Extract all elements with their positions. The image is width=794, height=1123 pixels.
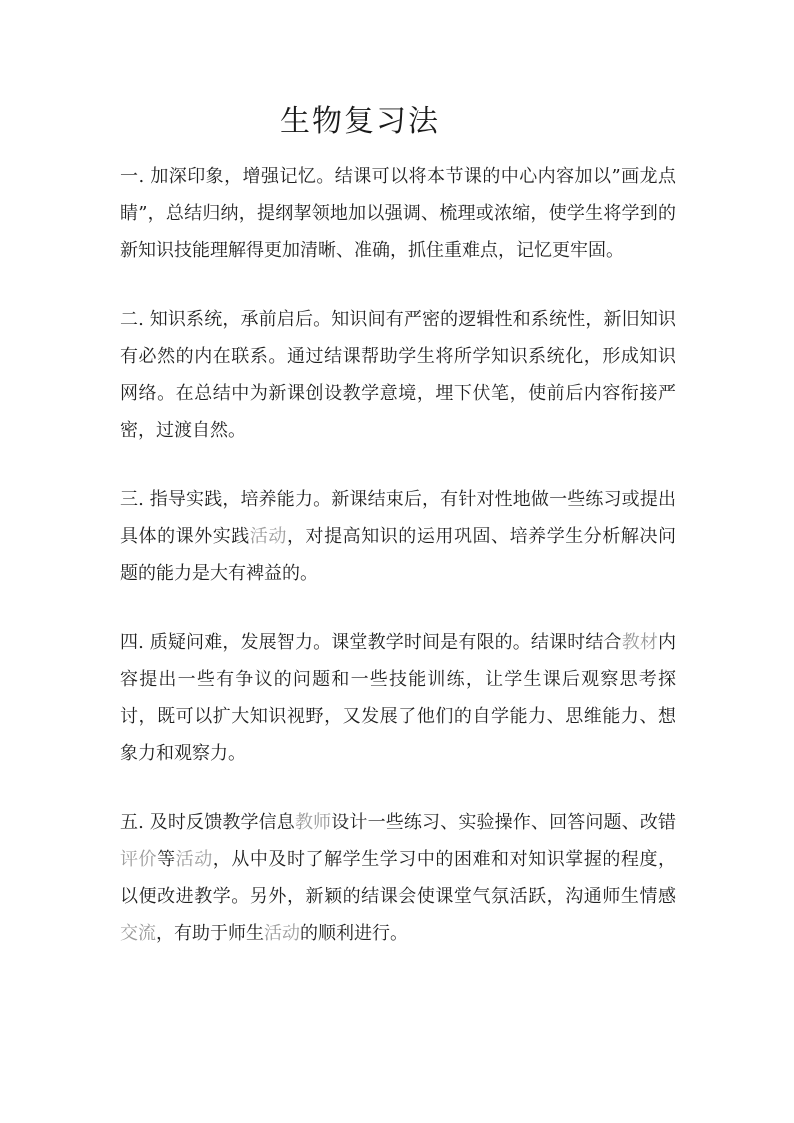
document-body — [120, 158, 676, 984]
highlighted-term: 活动 — [175, 849, 213, 870]
paragraph-text: ，对提高知识的运用巩固、培养学生分析解决问题的能力是大有裨益的。 — [120, 526, 677, 584]
paragraph-1 — [120, 158, 676, 269]
highlighted-term: 交流 — [120, 923, 156, 944]
paragraph-5 — [120, 804, 676, 952]
document-title: 生物复习法 — [280, 104, 440, 139]
paragraph-text: 设计一些练习、实验操作、回答问题、改错 — [331, 812, 677, 833]
highlighted-term: 活动 — [249, 526, 287, 547]
highlighted-term: 评价 — [120, 849, 158, 870]
paragraph-4 — [120, 624, 676, 772]
highlighted-term: 活动 — [264, 923, 300, 944]
paragraph-text: 一. 加深印象，增强记忆。结课可以将本节课的中心内容加以”画龙点睛”，总结归纳，提纲挈领地加以强调、梳理或浓缩，使学生将学到的新知识技能理解得更加清晰、准确，抓住重难点，记忆更牢固。 — [120, 166, 676, 261]
paragraph-text: 四. 质疑问难，发展智力。课堂教学时间是有限的。结课时结合 — [120, 632, 622, 653]
paragraph-2 — [120, 301, 676, 449]
paragraph-3 — [120, 481, 676, 592]
paragraph-text: 三. 指导实践，培养能力。新课结束后，有针对性地做一些练习或提出具体的课外实践 — [120, 489, 676, 547]
paragraph-text: 内容提出一些有争议的问题和一些技能训练，让学生课后观察思考探讨，既可以扩大知识视野，又发展了他们的自学能力、思维能力、想象力和观察力。 — [120, 632, 676, 764]
paragraph-text: ，从中及时了解学生学习中的困难和对知识掌握的程度，以便改进教学。另外，新颖的结课会使课堂气氛活跃，沟通师生情感 — [120, 849, 677, 907]
paragraph-text: ，有助于师生 — [156, 923, 264, 944]
highlighted-term: 教师 — [294, 812, 332, 833]
paragraph-text: 二. 知识系统，承前启后。知识间有严密的逻辑性和系统性，新旧知识有必然的内在联系。通过结课帮助学生将所学知识系统化，形成知识网络。在总结中为新课创设教学意境，埋下伏笔，使前后内容衔接严密，过渡自然。 — [120, 309, 676, 441]
paragraph-text: 等 — [157, 849, 176, 870]
paragraph-text: 五. 及时反馈教学信息 — [120, 812, 295, 833]
paragraph-text: 的顺利进行。 — [300, 923, 408, 944]
highlighted-term: 教材 — [621, 632, 658, 653]
